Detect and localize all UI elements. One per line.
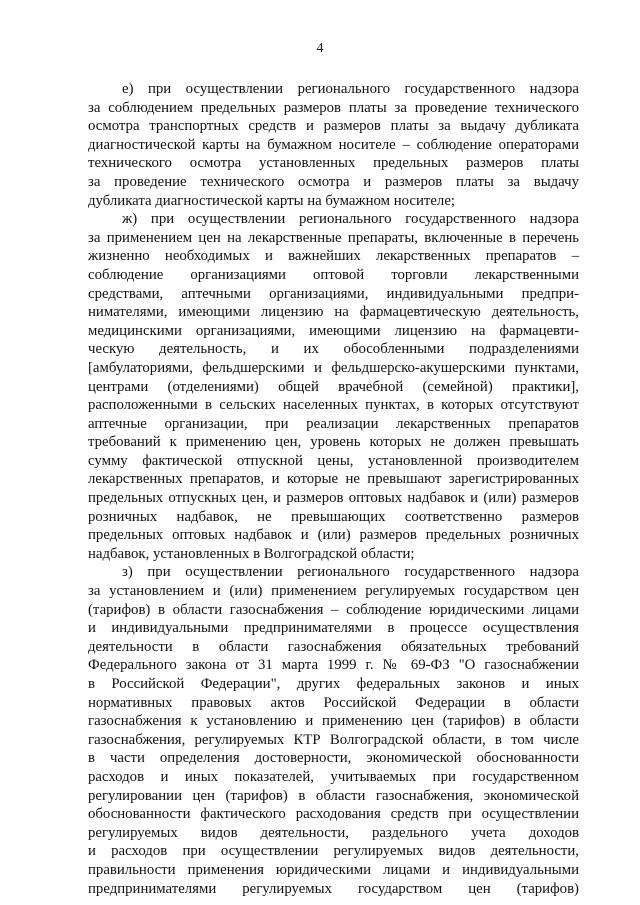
text-line: аптечные организации, при реализации лекарственных препаратов bbox=[88, 415, 579, 432]
text-line: сумму фактической отпускной цены, установленной производителем bbox=[88, 452, 579, 469]
paragraph-item-z bbox=[88, 563, 579, 898]
text-line: нормативных правовых актов Российской Федерации в области bbox=[88, 694, 579, 711]
text-line: требований к применению цен, уровень которых не должен превышать bbox=[88, 434, 579, 451]
text-line: за применением цен на лекарственные препараты, включенные в перечень bbox=[88, 229, 579, 246]
text-line: е) при осуществлении регионального государственного надзора bbox=[122, 81, 579, 97]
text-line: в части определения достоверности, экономической обоснованности bbox=[88, 750, 579, 767]
text-line: осмотра транспортных средств и размеров платы за выдачу дубликата bbox=[88, 118, 579, 135]
text-line: в Российской Федерации", других федеральных законов и иных bbox=[88, 676, 579, 692]
text-line: медицинскими организациями, имеющими лицензию на фармацевти- bbox=[88, 322, 579, 339]
text-line: ческую деятельность, и их обособленными подразделениями bbox=[88, 341, 579, 358]
text-line: деятельности в области газоснабжения обязательных требований bbox=[88, 638, 579, 655]
text-line: предельных отпускных цен, и размеров оптовых надбавок и (или) размеров bbox=[88, 490, 579, 507]
text-line: расходов и иных показателей, учитываемых при государственном bbox=[88, 768, 579, 785]
text-line: лекарственных препаратов, и которые не превышают зарегистрированных bbox=[88, 471, 579, 488]
text-line: расположенными в сельских населенных пунктах, в которых отсутствуют bbox=[88, 397, 579, 414]
text-line: и расходов при осуществлении регулируемых видов деятельности, bbox=[88, 843, 579, 860]
text-line: и индивидуальными предпринимателями в процессе осуществления bbox=[88, 620, 579, 637]
text-line: регулируемых видов деятельности, раздельного учета доходов bbox=[88, 824, 579, 841]
document-body bbox=[88, 80, 579, 898]
text-line: [амбулаториями, фельдшерскими и фельдшерско-акушерскими пунктами, bbox=[88, 359, 579, 376]
text-line: (тарифов) в области газоснабжения – соблюдение юридическими лицами bbox=[88, 601, 579, 618]
text-line: диагностической карты на бумажном носителе – соблюдение операторами bbox=[88, 136, 579, 153]
text-line: дубликата диагностической карты на бумажном носителе; bbox=[88, 192, 455, 209]
text-line: газоснабжения, регулируемых КТР Волгоградской области, в том числе bbox=[88, 731, 579, 748]
text-line: розничных надбавок, не превышающих соответственно размеров bbox=[88, 508, 579, 525]
text-line: соблюдение организациями оптовой торговли лекарственными bbox=[88, 266, 579, 283]
text-line: правильности применения юридическими лицами и индивидуальными bbox=[88, 861, 579, 878]
text-line: предельных оптовых надбавок и (или) размеров предельных розничных bbox=[88, 527, 579, 544]
text-line: предпринимателями регулируемых государством цен (тарифов) bbox=[88, 880, 579, 897]
text-line: средствами, аптечными организациями, индивидуальными предпри- bbox=[88, 285, 579, 302]
text-line: надбавок, установленных в Волгоградской области; bbox=[88, 545, 415, 562]
text-line: за соблюдением предельных размеров платы за проведение технического bbox=[88, 99, 579, 116]
paragraph-item-zh bbox=[88, 210, 579, 563]
text-line: жизненно необходимых и важнейших лекарственных препаратов – bbox=[88, 248, 579, 265]
text-line: нимателями, имеющими лицензию на фармацевтическую деятельность, bbox=[88, 304, 579, 321]
text-line: регулировании цен (тарифов) в области газоснабжения, экономической bbox=[88, 787, 579, 804]
text-line: ж) при осуществлении регионального государственного надзора bbox=[122, 211, 579, 228]
text-line: обоснованности фактического расходования средств при осуществлении bbox=[88, 806, 579, 823]
paragraph-item-e bbox=[88, 80, 579, 210]
text-line: за проведение технического осмотра и размеров платы за выдачу bbox=[88, 173, 579, 190]
text-line: технического осмотра установленных предельных размеров платы bbox=[88, 155, 579, 172]
text-line: за установлением и (или) применением регулируемых государством цен bbox=[88, 583, 579, 600]
text-line: з) при осуществлении регионального государственного надзора bbox=[122, 564, 579, 581]
page-number: 4 bbox=[316, 41, 324, 56]
text-line: Федерального закона от 31 марта 1999 г. № 69-ФЗ "О газоснабжении bbox=[88, 657, 579, 674]
text-line: центрами (отделениями) общей врачебной (семейной) практики], bbox=[88, 378, 579, 395]
text-line: газоснабжения к установлению и применению цен (тарифов) в области bbox=[88, 713, 579, 730]
